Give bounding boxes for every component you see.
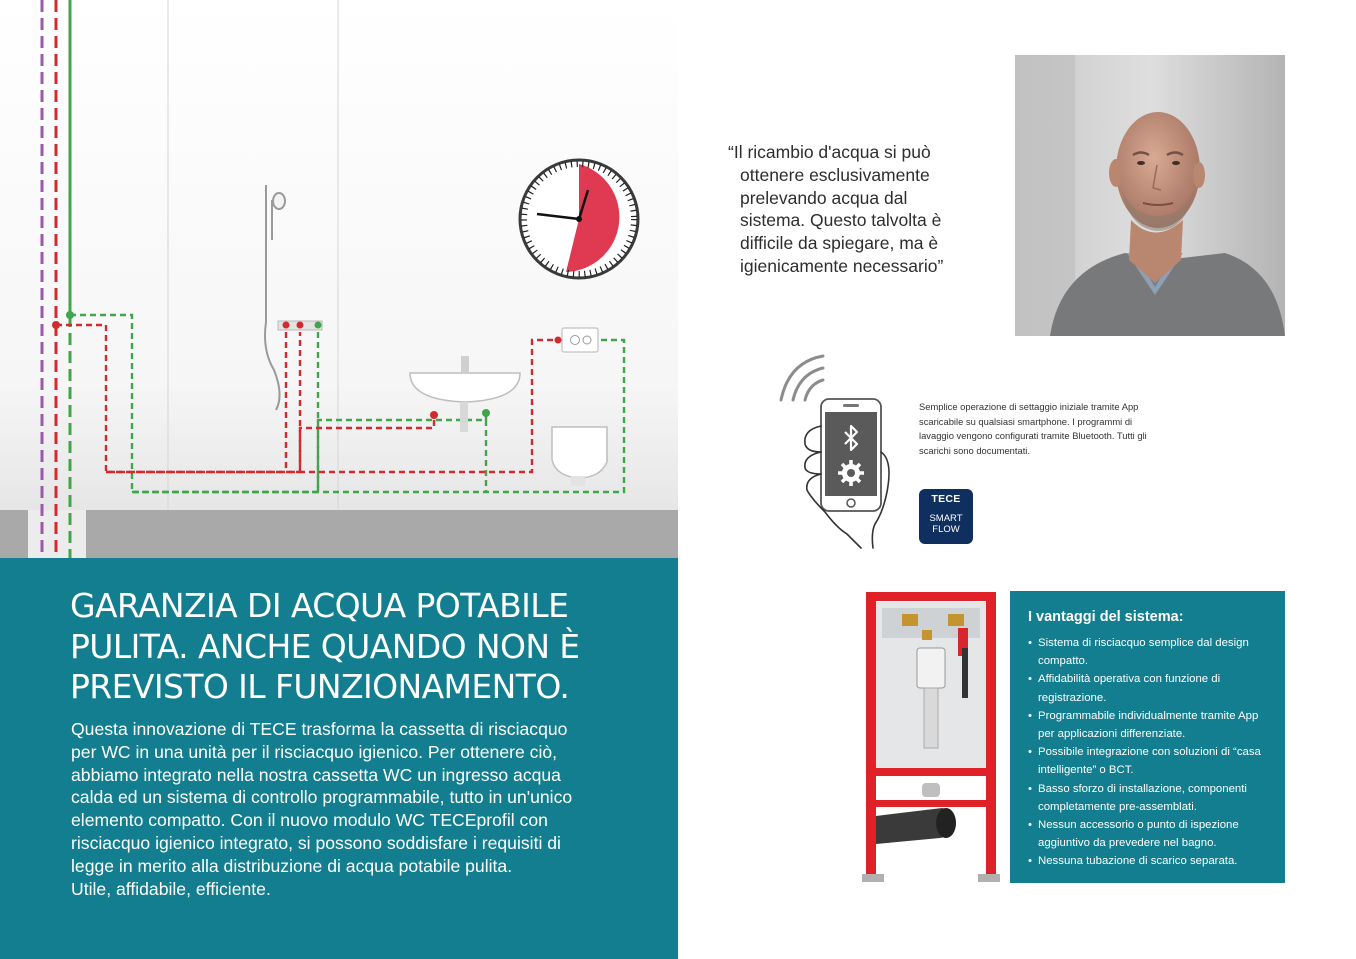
benefit-item: • Affidabilità operativa con funzione di registrazione.: [1028, 670, 1271, 706]
tece-smartflow-badge: [919, 489, 973, 544]
benefit-item: • Programmabile individualmente tramite App per applicazioni differenziate.: [1028, 707, 1271, 743]
body-line: Utile, affidabile, efficiente.: [71, 878, 271, 899]
portrait-photo: [1015, 55, 1285, 336]
caption-line: scaricabile su qualsiasi smartphone. I programmi di: [919, 415, 1133, 427]
body-line: abbiamo integrato nella nostra cassetta WC un ingresso acqua: [71, 764, 561, 785]
caption-line: lavaggio vengono configurati tramite Bluetooth. Tutti gli: [919, 430, 1147, 442]
benefit-item: • Basso sforzo di installazione, componenti completamente pre-assemblati.: [1028, 780, 1271, 816]
badge-line: SMART: [929, 513, 963, 524]
caption-line: Semplice operazione di settaggio iniziale tramite App: [919, 401, 1139, 412]
clock-icon: [520, 160, 638, 278]
quote-line: difficile da spiegare, ma è: [740, 233, 939, 254]
body-line: per WC in una unità per il risciacquo igienico. Per ottenere ciò,: [71, 741, 558, 762]
body-line: risciacquo igienico integrato, si possono soddisfare i requisiti di: [71, 832, 561, 853]
badge-brand: TECE: [931, 493, 961, 505]
benefit-item: • Possibile integrazione con soluzioni di “casa intelligente” o BCT.: [1028, 743, 1271, 779]
body-line: calda ed un sistema di controllo programmabile, tutto in un'unico: [71, 787, 573, 808]
quote-line: prelevando acqua dal: [740, 187, 908, 208]
benefits-title: I vantaggi del sistema:: [1028, 609, 1184, 625]
body-line: elemento compatto. Con il nuovo modulo WC TECEprofil con: [71, 810, 548, 831]
headline-line: PULITA. ANCHE QUANDO NON È: [70, 626, 580, 666]
body-line: Questa innovazione di TECE trasforma la cassetta di risciacquo: [71, 719, 568, 739]
quote-line: “Il ricambio d'acqua si può: [728, 142, 931, 162]
benefit-item: • Nessun accessorio o punto di ispezione aggiuntivo da prevedere nel bagno.: [1028, 816, 1271, 852]
benefit-item: • Sistema di risciacquo semplice dal design compatto.: [1028, 634, 1271, 670]
caption-line: scarichi sono documentati.: [919, 444, 1030, 456]
body-paragraph: [71, 718, 651, 900]
quote-line: igienicamente necessario”: [740, 255, 944, 276]
quote-line: ottenere esclusivamente: [740, 164, 930, 185]
quote-line: sistema. Questo talvolta è: [740, 210, 942, 231]
wifi-signal-icon: [781, 356, 823, 400]
headline-line: PREVISTO IL FUNZIONAMENTO.: [70, 667, 570, 706]
app-caption: [919, 400, 1174, 458]
headline-line: GARANZIA DI ACQUA POTABILE: [70, 586, 569, 625]
bathroom-pipe-illustration: [0, 0, 678, 558]
benefit-item: • Nessuna tubazione di scarico separata.: [1028, 852, 1271, 870]
benefits-list: [1028, 634, 1271, 871]
badge-line: FLOW: [932, 524, 960, 535]
body-line: legge in merito alla distribuzione di acqua potabile pulita.: [71, 855, 513, 876]
testimonial-quote: [728, 141, 1008, 278]
benefits-box: [1010, 591, 1285, 883]
page-headline: [70, 586, 660, 708]
wc-module-photo: [862, 588, 1002, 888]
